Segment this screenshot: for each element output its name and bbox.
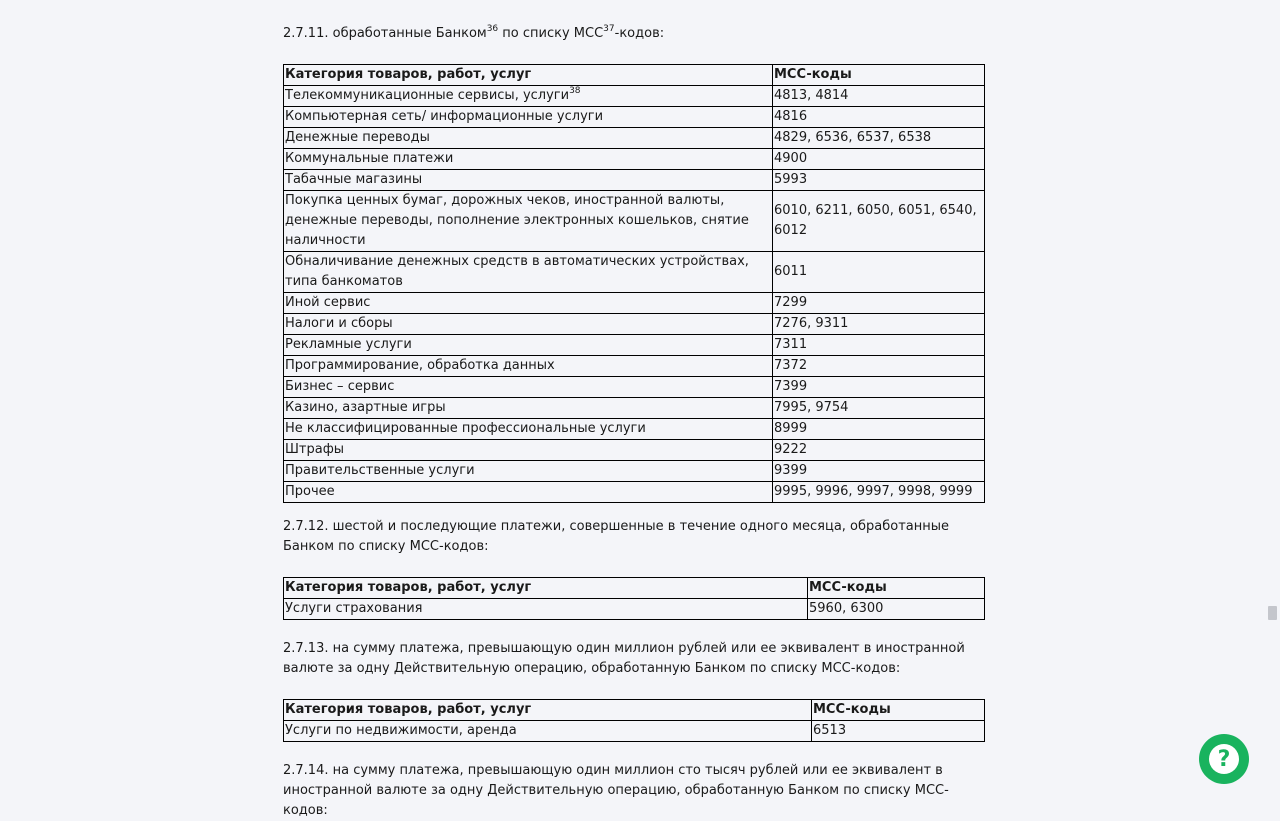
table-row [284, 482, 985, 503]
mcc-table-2-7-13 [283, 699, 985, 742]
header-mcc-codes: MCC-коды [808, 578, 985, 599]
footnote-ref-37[interactable]: 37 [603, 24, 615, 34]
codes-cell: 9995, 9996, 9997, 9998, 9999 [773, 482, 985, 503]
table-row [284, 356, 985, 377]
codes-cell: 7299 [773, 293, 985, 314]
codes-cell: 7372 [773, 356, 985, 377]
table-header-row [284, 578, 985, 599]
section-2-7-14-text: 2.7.14. на сумму платежа, превышающую один миллион сто тысяч рублей или ее эквивалент в иностранной валюте за одну Действительную операцию, обработанную Банком по списку MCC-кодов: [283, 763, 949, 818]
category-cell: Штрафы [284, 440, 773, 461]
category-cell: Рекламные услуги [284, 335, 773, 356]
table-row [284, 440, 985, 461]
codes-cell: 7276, 9311 [773, 314, 985, 335]
codes-cell: 4813, 4814 [773, 86, 985, 107]
table-row [284, 252, 985, 293]
codes-cell: 4816 [773, 107, 985, 128]
table-header-row [284, 65, 985, 86]
table-row [284, 461, 985, 482]
section-2-7-13-text: 2.7.13. на сумму платежа, превышающую один миллион рублей или ее эквивалент в иностранной валюте за одну Действительную операцию, обработанную Банком по списку MCC-кодов: [283, 641, 965, 676]
category-cell: Прочее [284, 482, 773, 503]
codes-cell: 8999 [773, 419, 985, 440]
codes-cell: 7399 [773, 377, 985, 398]
codes-cell: 4829, 6536, 6537, 6538 [773, 128, 985, 149]
table-row [284, 191, 985, 252]
table-row [284, 149, 985, 170]
category-cell: Иной сервис [284, 293, 773, 314]
question-glyph: ? [1217, 746, 1231, 772]
footnote-ref-38[interactable]: 38 [569, 86, 581, 96]
codes-cell: 9222 [773, 440, 985, 461]
header-category: Категория товаров, работ, услуг [284, 700, 812, 721]
category-text: Телекоммуникационные сервисы, услуги [285, 88, 570, 103]
table-row [284, 721, 985, 742]
codes-cell: 6011 [773, 252, 985, 293]
table-row [284, 293, 985, 314]
category-cell: Налоги и сборы [284, 314, 773, 335]
category-cell: Денежные переводы [284, 128, 773, 149]
question-icon [1209, 744, 1239, 774]
codes-cell: 5960, 6300 [808, 599, 985, 620]
table-row [284, 377, 985, 398]
header-mcc-codes: MCC-коды [773, 65, 985, 86]
section-text-part: -кодов: [614, 26, 665, 41]
category-cell: Покупка ценных бумаг, дорожных чеков, иностранной валюты, денежные переводы, пополнение электронных кошельков, снятие наличности [284, 191, 773, 252]
table-row [284, 86, 985, 107]
codes-cell: 4900 [773, 149, 985, 170]
category-cell: Казино, азартные игры [284, 398, 773, 419]
help-chat-button[interactable] [1199, 734, 1249, 784]
mcc-table-2-7-12 [283, 577, 985, 620]
category-cell: Услуги страхования [284, 599, 808, 620]
scrollbar-thumb[interactable] [1268, 606, 1277, 620]
table-row [284, 419, 985, 440]
section-text-part: 2.7.11. обработанные Банком [283, 26, 487, 41]
table-row [284, 599, 985, 620]
table-row [284, 335, 985, 356]
header-mcc-codes: MCC-коды [812, 700, 985, 721]
codes-cell: 7995, 9754 [773, 398, 985, 419]
category-cell: Компьютерная сеть/ информационные услуги [284, 107, 773, 128]
category-cell: Программирование, обработка данных [284, 356, 773, 377]
table-row [284, 170, 985, 191]
codes-cell: 7311 [773, 335, 985, 356]
header-category: Категория товаров, работ, услуг [284, 578, 808, 599]
section-2-7-11-text [283, 24, 984, 44]
codes-cell: 6513 [812, 721, 985, 742]
table-row [284, 314, 985, 335]
header-category: Категория товаров, работ, услуг [284, 65, 773, 86]
table-row [284, 107, 985, 128]
category-cell: Бизнес – сервис [284, 377, 773, 398]
table-row [284, 128, 985, 149]
category-cell: Правительственные услуги [284, 461, 773, 482]
codes-cell: 9399 [773, 461, 985, 482]
mcc-table-2-7-11 [283, 64, 985, 503]
section-2-7-12-text: 2.7.12. шестой и последующие платежи, совершенные в течение одного месяца, обработанные Банком по списку MCC-кодов: [283, 519, 950, 554]
codes-cell: 5993 [773, 170, 985, 191]
category-cell: Услуги по недвижимости, аренда [284, 721, 812, 742]
category-cell [284, 86, 773, 107]
category-cell: Коммунальные платежи [284, 149, 773, 170]
category-cell: Обналичивание денежных средств в автоматических устройствах, типа банкоматов [284, 252, 773, 293]
category-cell: Не классифицированные профессиональные услуги [284, 419, 773, 440]
section-text-part: по списку MCC [498, 26, 604, 41]
table-header-row [284, 700, 985, 721]
codes-cell: 6010, 6211, 6050, 6051, 6540, 6012 [773, 191, 985, 252]
category-cell: Табачные магазины [284, 170, 773, 191]
footnote-ref-36[interactable]: 36 [486, 24, 499, 34]
table-row [284, 398, 985, 419]
